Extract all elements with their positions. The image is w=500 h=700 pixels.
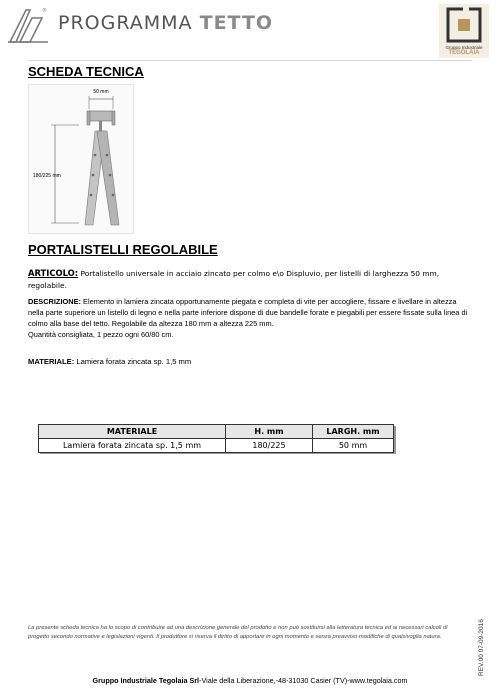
footer-company-line — [0, 676, 500, 685]
product-drawing-icon — [29, 85, 133, 233]
programma-tetto-logo-icon — [6, 6, 50, 46]
logo-caption-tegolaia: TEGOLAIA — [448, 50, 480, 56]
articolo-label: ARTICOLO: — [28, 268, 79, 278]
materiale-paragraph — [28, 356, 472, 368]
product-title: PORTALISTELLI REGOLABILE — [28, 242, 218, 257]
section-title: SCHEDA TECNICA — [28, 64, 144, 79]
tegolaia-mark-icon — [439, 4, 489, 44]
descrizione-paragraph — [28, 296, 472, 340]
product-image — [28, 84, 134, 234]
spec-table — [38, 424, 394, 453]
cell-h-mm: 180/225 — [226, 439, 313, 453]
footer-company: Gruppo Industriale Tegolaia Srl — [92, 676, 200, 685]
header-divider — [28, 60, 472, 61]
descrizione-text: Elemento in lamiera zincata opportunamente piegata e completa di vite per accogliere, fissare e livellare in altezza nella parte superiore un listello di legno e nella parte inferiore dispone di due bandelle forate e piegabili per essere fissate sulla linea di colmo alla base del tetto. Regolabile da altezza 180 mm a altezza 225 mm. — [28, 297, 468, 328]
cell-materiale: Lamiera forata zincata sp. 1,5 mm — [39, 439, 226, 453]
registered-mark: ® — [42, 8, 47, 14]
table-row — [39, 439, 394, 453]
header-largh-mm: LARGH. mm — [313, 425, 394, 439]
cell-largh-mm: 50 mm — [313, 439, 394, 453]
revision-label: REV.00 07-09-2016 — [478, 619, 485, 676]
disclaimer-text: La presente scheda tecnica ha lo scopo di contribuire ad una descrizione generale del prodotto e non può sostituirsi alla letteratura tecnica ed ai necessari calcoli di progetto secondo normative e legislazioni vigenti. Il produttore si riserva il diritto di apportare in ogni momento e senza preavviso modifiche di qualsivoglia natura. — [28, 625, 448, 640]
articolo-text: Portalistello universale in acciaio zincato per colmo e\o Displuvio, per listelli di larghezza 50 mm, regolabile. — [28, 269, 440, 290]
brand-word-tetto: TETTO — [199, 12, 274, 34]
brand-title — [58, 12, 273, 34]
descrizione-label: DESCRIZIONE: — [28, 297, 81, 306]
tegolaia-logo — [439, 4, 489, 58]
quantity-text: Quantità consigliata, 1 pezzo ogni 60/80 cm. — [28, 330, 174, 339]
header-h-mm: H. mm — [226, 425, 313, 439]
articolo-paragraph — [28, 267, 472, 292]
footer-address: -Viale della Liberazione,-48-31030 Casier (TV)-www.tegolaia.com — [199, 676, 408, 685]
logo-caption-gruppo: Gruppo Industriale — [445, 45, 483, 50]
brand-word-programma: PROGRAMMA — [58, 12, 193, 34]
height-dimension-label: 180/225 mm — [33, 173, 61, 179]
materiale-text: Lamiera forata zincata sp. 1,5 mm — [74, 357, 192, 366]
table-header-row — [39, 425, 394, 439]
materiale-label: MATERIALE: — [28, 357, 75, 366]
width-dimension-label: 50 mm — [93, 89, 109, 95]
header-materiale: MATERIALE — [39, 425, 226, 439]
